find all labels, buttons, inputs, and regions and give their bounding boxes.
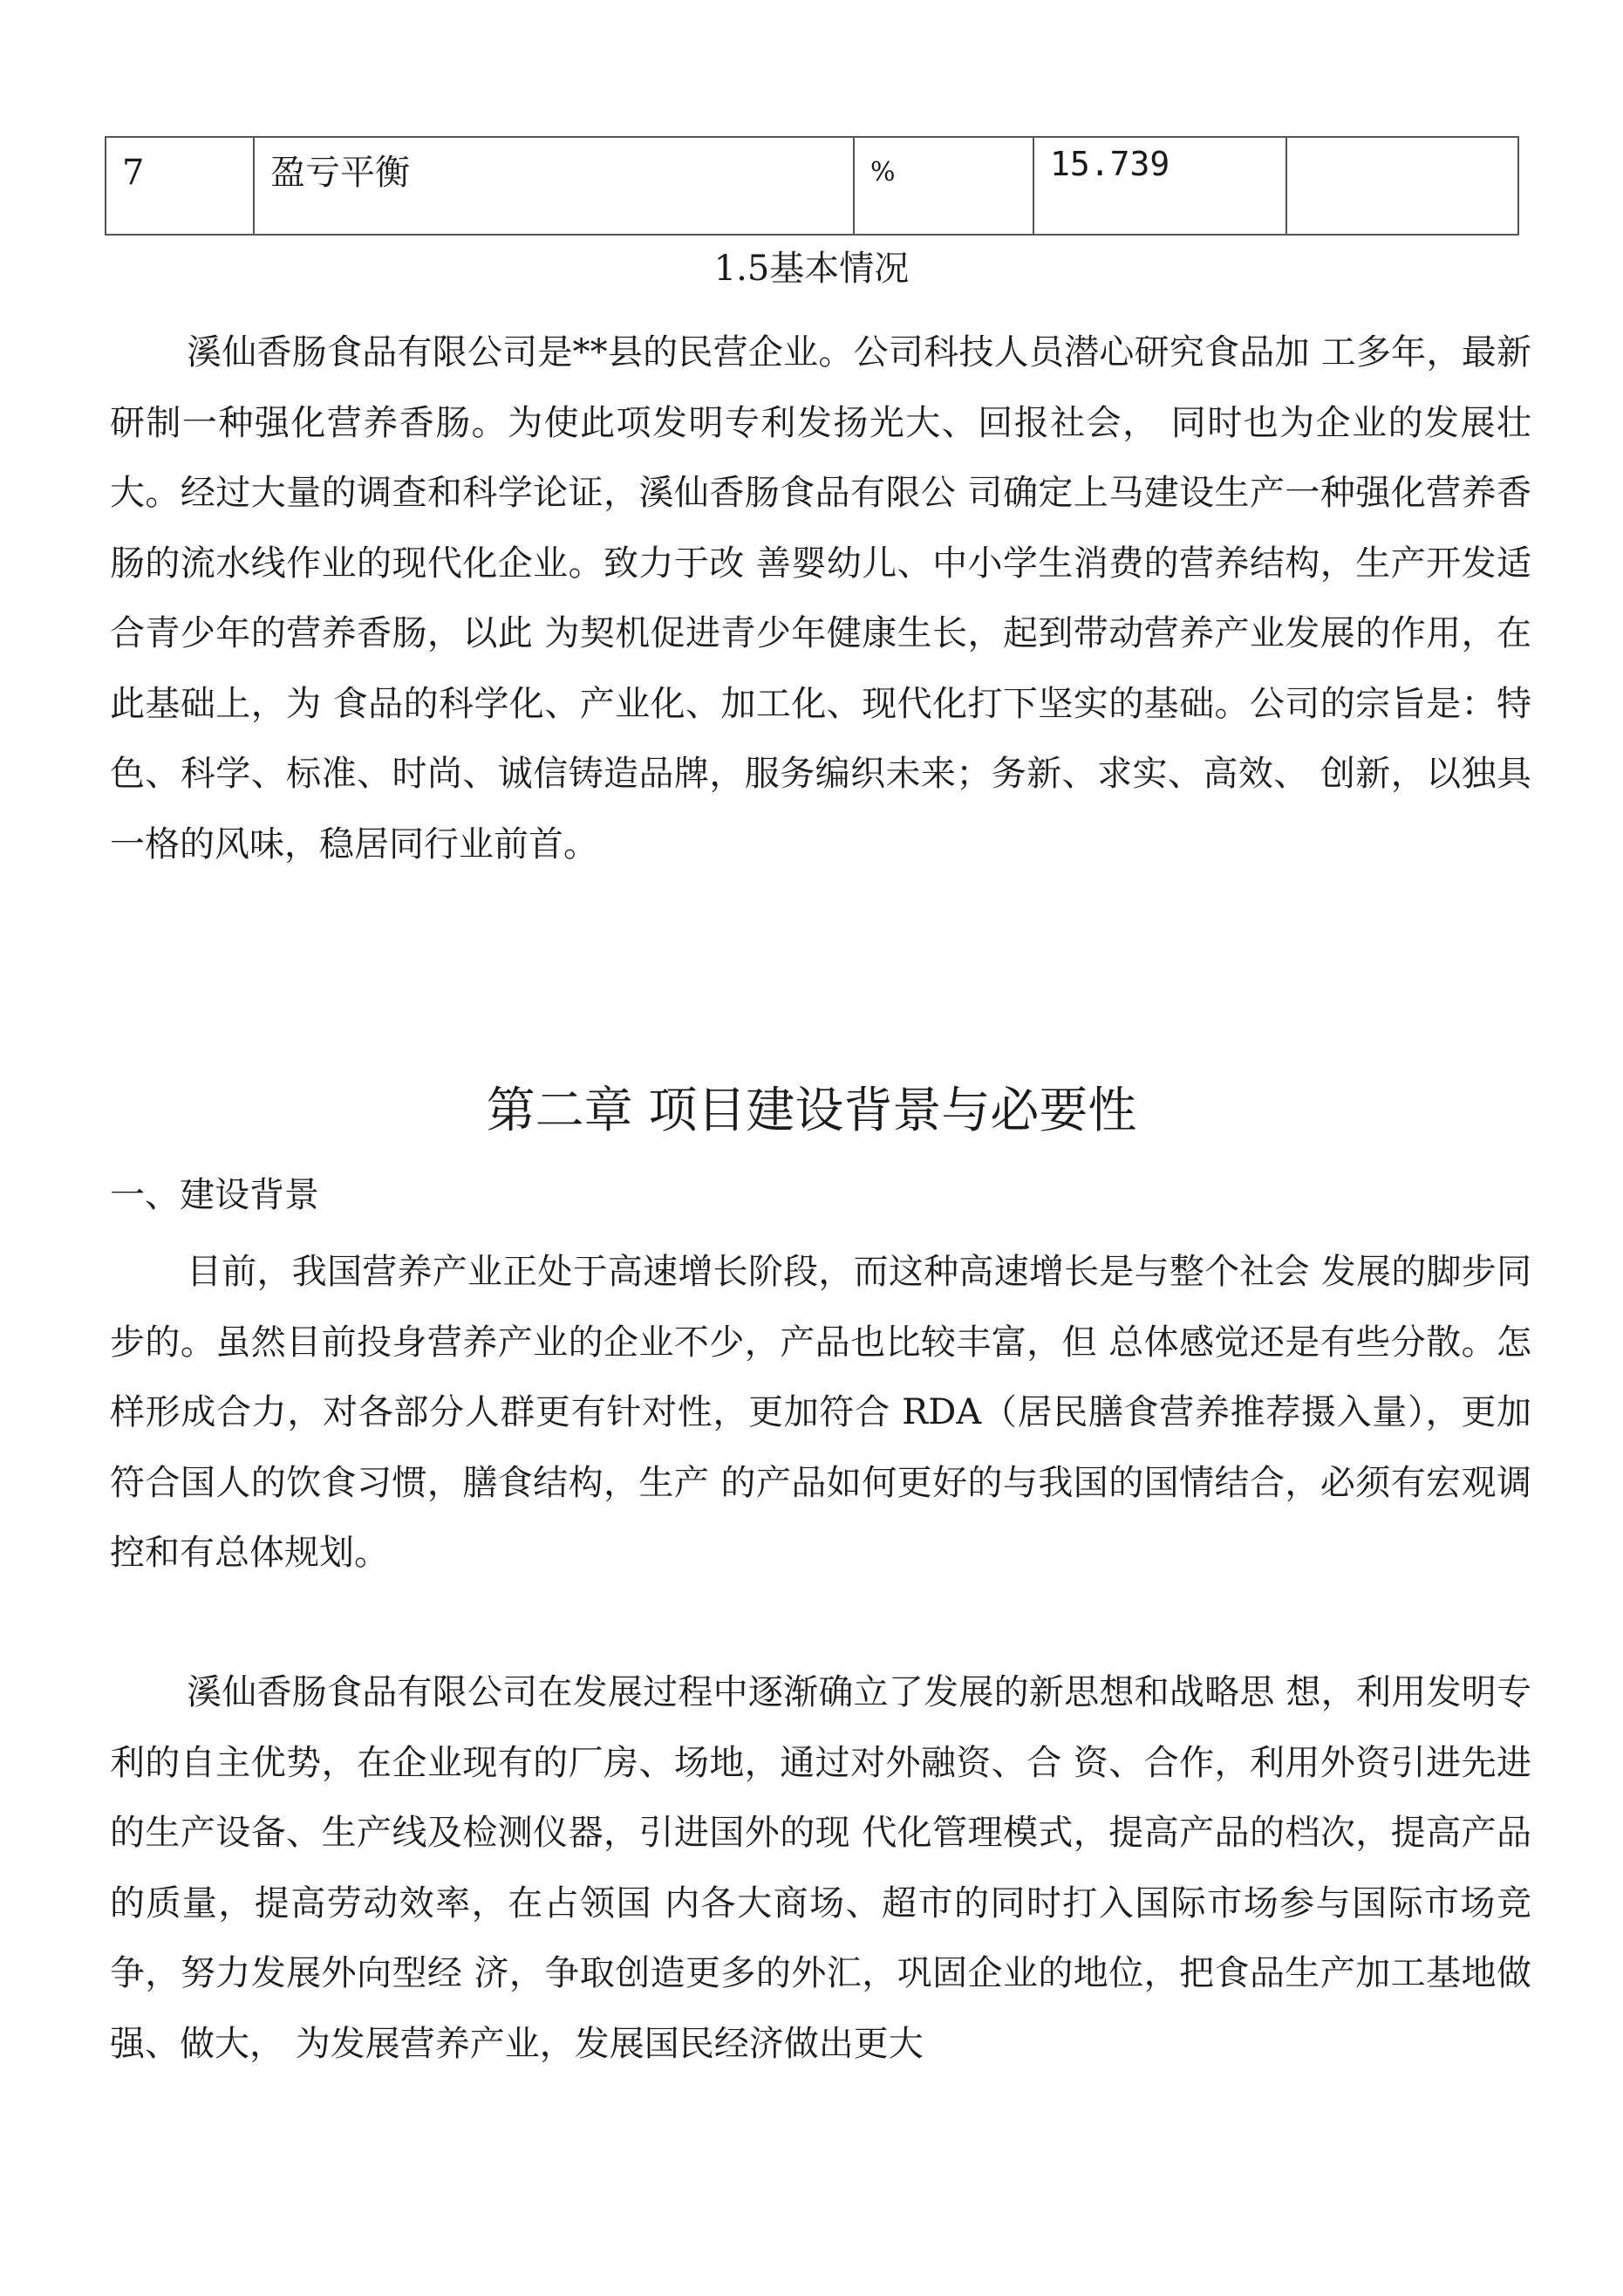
row-index-cell: 7 [106,137,254,235]
subsection-heading: 一、建设背景 [110,1175,319,1215]
row-value-cell: 15.739 [1033,137,1286,235]
row-note-cell [1286,137,1518,235]
summary-table [105,136,1519,236]
table-row [106,137,1518,235]
section-heading: 1.5基本情况 [713,249,910,289]
row-item-cell: 盈亏平衡 [254,137,854,235]
row-unit-cell: % [854,137,1033,235]
company-overview-paragraph: 溪仙香肠食品有限公司是**县的民营企业。公司科技人员潜心研究食品加 工多年，最新研制一种强化营养香肠。为使此项发明专利发扬光大、回报社会， 同时也为企业的发展壮大。经过大量的调查和科学论证，溪仙香肠食品有限公 司确定上马建设生产一种强化营养香肠的流水线作业的现代化企业。致力于改 善婴幼儿、中小学生消费的营养结构，生产开发适合青少年的营养香肠，以此 为契机促进青少年健康生长，起到带动营养产业发展的作用，在此基础上，为 食品的科学化、产业化、加工化、现代化打下坚实的基础。公司的宗旨是：特 色、科学、标准、时尚、诚信铸造品牌，服务编织未来；务新、求实、高效、 创新，以独具一格的风味，稳居同行业前首。 [110,332,1531,864]
background-paragraph-1: 目前，我国营养产业正处于高速增长阶段，而这种高速增长是与整个社会 发展的脚步同步的。虽然目前投身营养产业的企业不少，产品也比较丰富，但 总体感觉还是有些分散。怎样形成合力，对各部分人群更有针对性，更加符合 RDA（居民膳食营养推荐摄入量），更加符合国人的饮食习惯，膳食结构，生产 的产品如何更好的与我国的国情结合，必须有宏观调控和有总体规划。 [110,1252,1531,1573]
background-paragraph-2: 溪仙香肠食品有限公司在发展过程中逐渐确立了发展的新思想和战略思 想，利用发明专利的自主优势，在企业现有的厂房、场地，通过对外融资、合 资、合作，利用外资引进先进的生产设备、生产线及检测仪器，引进国外的现 代化管理模式，提高产品的档次，提高产品的质量，提高劳动效率，在占领国 内各大商场、超市的同时打入国际市场参与国际市场竞争，努力发展外向型经 济，争取创造更多的外汇，巩固企业的地位，把食品生产加工基地做强、做大， 为发展营养产业，发展国民经济做出更大 [110,1672,1531,2064]
chapter-title: 第二章 项目建设背景与必要性 [486,1083,1137,1139]
